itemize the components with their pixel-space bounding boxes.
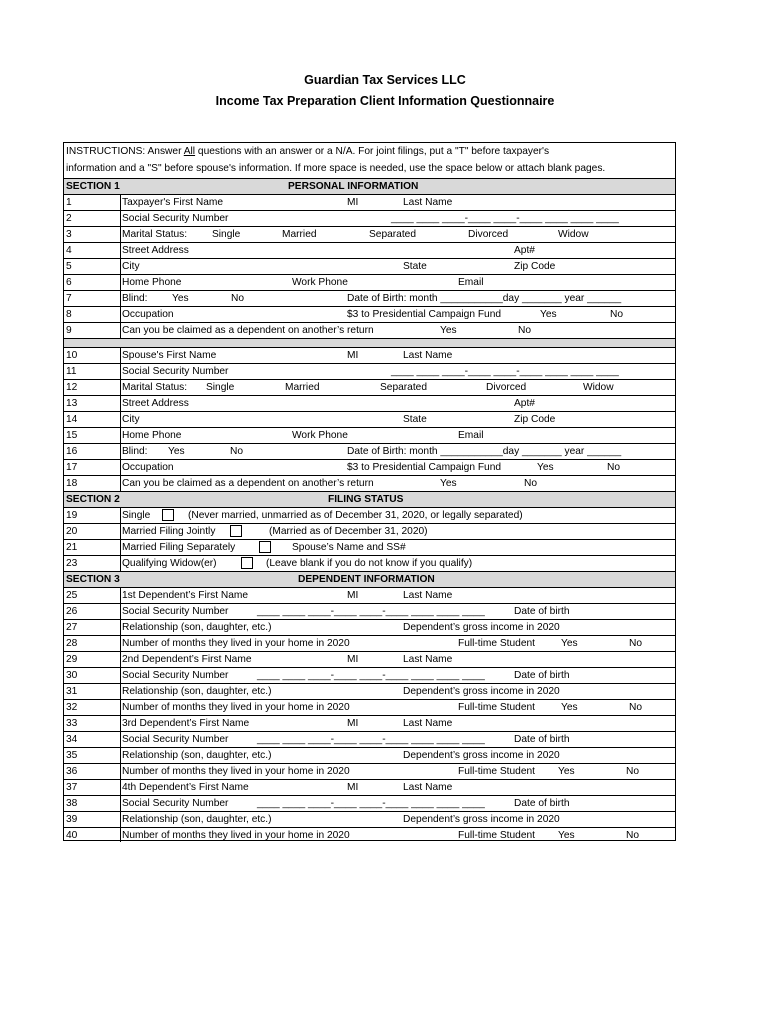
row-number: 15 [66,430,78,441]
row-number: 8 [66,309,72,320]
dependent-3-mi-field[interactable]: MI [347,718,359,729]
row-14 [64,411,675,427]
dependent-2-fulltime-yes-option[interactable]: Yes [561,702,578,713]
spouse-dependent-yes-option[interactable]: Yes [440,478,457,489]
spouse-work-phone-field[interactable]: Work Phone [292,430,348,441]
spouse-marital-divorced-option[interactable]: Divorced [486,382,527,393]
spouse-date-of-birth-field[interactable]: Date of Birth: month ___________day _______ year ______ [347,446,622,457]
company-name: Guardian Tax Services LLC [304,73,466,87]
row-20 [64,523,675,539]
dependent-4-relationship-field[interactable]: Relationship (son, daughter, etc.) [122,814,272,825]
spouse-campaign-yes-option[interactable]: Yes [537,462,554,473]
row-15 [64,427,675,443]
spouse-email-field[interactable]: Email [458,430,484,441]
dependent-4-ssn-field[interactable]: ____ ____ ____-____ ____-____ ____ ____ ____ [257,798,485,809]
dependent-2-gross-income-field[interactable]: Dependent’s gross income in 2020 [403,686,560,697]
marital-separated-option[interactable]: Separated [369,229,417,240]
zip-code-field[interactable]: Zip Code [514,261,556,272]
row-number: 38 [66,798,78,809]
dependent-1-months-field[interactable]: Number of months they lived in your home in 2020 [122,638,350,649]
marital-single-option[interactable]: Single [212,229,241,240]
row-12 [64,379,675,395]
spouse-ssn-label: Social Security Number [122,366,229,377]
row-number: 17 [66,462,78,473]
marital-widow-option[interactable]: Widow [558,229,589,240]
filing-mfj-label: Married Filing Jointly [122,526,216,537]
spouse-dependent-question-label: Can you be claimed as a dependent on another’s return [122,478,374,489]
section-title: DEPENDENT INFORMATION [298,574,435,585]
spouse-home-phone-field[interactable]: Home Phone [122,430,182,441]
dependent-3-first-name-field[interactable]: 3rd Dependent’s First Name [122,718,250,729]
dependent-4-gross-income-field[interactable]: Dependent’s gross income in 2020 [403,814,560,825]
row-40 [64,827,675,841]
row-19 [64,507,675,523]
spouse-first-name-field[interactable]: Spouse's First Name [122,350,217,361]
row-number: 33 [66,718,78,729]
spouse-street-address-field[interactable]: Street Address [122,398,189,409]
work-phone-field[interactable]: Work Phone [292,277,348,288]
marital-status-label: Marital Status: [122,229,188,240]
row-4 [64,242,675,258]
dependent-2-first-name-field[interactable]: 2nd Dependent’s First Name [122,654,252,665]
spouse-marital-single-option[interactable]: Single [206,382,235,393]
row-7 [64,290,675,306]
row-1 [64,194,675,210]
instructions-line-2: information and a "S" before spouse's information. If more space is needed, use the space below or attach blank pages. [66,163,606,174]
spouse-marital-married-option[interactable]: Married [285,382,320,393]
blind-label: Blind: [122,293,148,304]
row-number: 29 [66,654,78,665]
filing-single-checkbox[interactable] [162,509,174,521]
taxpayer-last-name-field[interactable]: Last Name [403,197,453,208]
dependent-2-ssn-field[interactable]: ____ ____ ____-____ ____-____ ____ ____ ____ [257,670,485,681]
marital-divorced-option[interactable]: Divorced [468,229,509,240]
row-number: 5 [66,261,72,272]
marital-married-option[interactable]: Married [282,229,317,240]
dependent-2-months-field[interactable]: Number of months they lived in your home in 2020 [122,702,350,713]
filing-qw-label: Qualifying Widow(er) [122,558,217,569]
row-number: 21 [66,542,78,553]
spouse-city-field[interactable]: City [122,414,140,425]
row-38 [64,795,675,811]
dependent-2-dob-field[interactable]: Date of birth [514,670,570,681]
row-number: 19 [66,510,78,521]
filing-qw-note: (Leave blank if you do not know if you qualify) [266,558,473,569]
dependent-4-first-name-field[interactable]: 4th Dependent’s First Name [122,782,249,793]
taxpayer-ssn-label: Social Security Number [122,213,229,224]
dependent-4-fulltime-no-option[interactable]: No [626,830,640,841]
spouse-state-field[interactable]: State [403,414,427,425]
section-1-header [64,178,675,194]
row-18 [64,475,675,491]
row-number: 9 [66,325,72,336]
home-phone-field[interactable]: Home Phone [122,277,182,288]
row-37 [64,779,675,795]
dependent-question-label: Can you be claimed as a dependent on another’s return [122,325,374,336]
row-number: 23 [66,558,78,569]
row-number: 25 [66,590,78,601]
occupation-field[interactable]: Occupation [122,309,174,320]
row-number: 40 [66,830,78,841]
row-17 [64,459,675,475]
row-3 [64,226,675,242]
spouse-campaign-no-option[interactable]: No [607,462,621,473]
row-number: 32 [66,702,78,713]
row-number: 35 [66,750,78,761]
row-number: 6 [66,277,72,288]
campaign-fund-label: $3 to Presidential Campaign Fund [347,309,502,320]
dependent-3-months-field[interactable]: Number of months they lived in your home in 2020 [122,766,350,777]
spouse-blind-no-option[interactable]: No [230,446,244,457]
city-field[interactable]: City [122,261,140,272]
row-number: 20 [66,526,78,537]
dependent-1-last-name-field[interactable]: Last Name [403,590,453,601]
blind-yes-option[interactable]: Yes [172,293,189,304]
row-11 [64,363,675,379]
section-2-header [64,491,675,507]
dependent-4-ssn-label: Social Security Number [122,798,229,809]
street-address-field[interactable]: Street Address [122,245,189,256]
filing-single-label: Single [122,510,151,521]
row-number: 31 [66,686,78,697]
row-8 [64,306,675,322]
row-28 [64,635,675,651]
dependent-1-fulltime-yes-option[interactable]: Yes [561,638,578,649]
row-number: 14 [66,414,78,425]
dependent-1-mi-field[interactable]: MI [347,590,359,601]
dependent-2-mi-field[interactable]: MI [347,654,359,665]
row-number: 13 [66,398,78,409]
filing-mfj-note: (Married as of December 31, 2020) [269,526,428,537]
row-number: 1 [66,197,72,208]
dependent-1-gross-income-field[interactable]: Dependent’s gross income in 2020 [403,622,560,633]
dependent-2-last-name-field[interactable]: Last Name [403,654,453,665]
row-26 [64,603,675,619]
row-29 [64,651,675,667]
row-9 [64,322,675,338]
row-33 [64,715,675,731]
dependent-1-ssn-field[interactable]: ____ ____ ____-____ ____-____ ____ ____ ____ [257,606,485,617]
dependent-3-fulltime-label: Full-time Student [458,766,536,777]
campaign-no-option[interactable]: No [610,309,624,320]
row-number: 2 [66,213,72,224]
spouse-blind-yes-option[interactable]: Yes [168,446,185,457]
spouse-campaign-fund-label: $3 to Presidential Campaign Fund [347,462,502,473]
section-label: SECTION 2 [66,494,120,505]
filing-mfj-checkbox[interactable] [230,525,242,537]
row-number: 16 [66,446,78,457]
form-title: Income Tax Preparation Client Information Questionnaire [215,94,555,108]
spouse-dependent-no-option[interactable]: No [524,478,538,489]
row-number: 39 [66,814,78,825]
campaign-yes-option[interactable]: Yes [540,309,557,320]
row-16 [64,443,675,459]
spouse-last-name-field[interactable]: Last Name [403,350,453,361]
dependent-no-option[interactable]: No [518,325,532,336]
spouse-marital-separated-option[interactable]: Separated [380,382,428,393]
row-32 [64,699,675,715]
blind-no-option[interactable]: No [231,293,245,304]
dependent-yes-option[interactable]: Yes [440,325,457,336]
row-number: 4 [66,245,72,256]
row-2 [64,210,675,226]
row-number: 10 [66,350,78,361]
spouse-ssn-field[interactable]: ____ ____ ____-____ ____-____ ____ ____ ____ [391,366,619,377]
dependent-4-months-field[interactable]: Number of months they lived in your home in 2020 [122,830,350,841]
row-21 [64,539,675,555]
section-spacer [64,338,675,347]
row-31 [64,683,675,699]
dependent-4-dob-field[interactable]: Date of birth [514,798,570,809]
dependent-3-gross-income-field[interactable]: Dependent’s gross income in 2020 [403,750,560,761]
dependent-1-dob-field[interactable]: Date of birth [514,606,570,617]
row-number: 30 [66,670,78,681]
row-number: 28 [66,638,78,649]
row-5 [64,258,675,274]
spouse-apt-field[interactable]: Apt# [514,398,535,409]
dependent-3-ssn-label: Social Security Number [122,734,229,745]
apt-field[interactable]: Apt# [514,245,535,256]
filing-mfs-label: Married Filing Separately [122,542,236,553]
dependent-3-fulltime-yes-option[interactable]: Yes [558,766,575,777]
dependent-1-first-name-field[interactable]: 1st Dependent’s First Name [122,590,249,601]
row-25 [64,587,675,603]
dependent-4-mi-field[interactable]: MI [347,782,359,793]
row-34 [64,731,675,747]
date-of-birth-field[interactable]: Date of Birth: month ___________day _______ year ______ [347,293,622,304]
dependent-4-last-name-field[interactable]: Last Name [403,782,453,793]
row-6 [64,274,675,290]
section-label: SECTION 1 [66,181,120,192]
state-field[interactable]: State [403,261,427,272]
dependent-3-fulltime-no-option[interactable]: No [626,766,640,777]
taxpayer-ssn-field[interactable]: ____ ____ ____-____ ____-____ ____ ____ ____ [391,213,619,224]
spouse-zip-code-field[interactable]: Zip Code [514,414,556,425]
email-field[interactable]: Email [458,277,484,288]
row-number: 34 [66,734,78,745]
dependent-3-relationship-field[interactable]: Relationship (son, daughter, etc.) [122,750,272,761]
dependent-2-relationship-field[interactable]: Relationship (son, daughter, etc.) [122,686,272,697]
spouse-marital-status-label: Marital Status: [122,382,188,393]
spouse-occupation-field[interactable]: Occupation [122,462,174,473]
dependent-3-dob-field[interactable]: Date of birth [514,734,570,745]
row-number: 36 [66,766,78,777]
section-3-header [64,571,675,587]
row-number: 3 [66,229,72,240]
taxpayer-mi-field[interactable]: MI [347,197,359,208]
instructions-line-1: INSTRUCTIONS: Answer All questions with an answer or a N/A. For joint filings, put a "T" before taxpayer's [66,146,550,157]
row-number: 27 [66,622,78,633]
dependent-4-fulltime-yes-option[interactable]: Yes [558,830,575,841]
row-36 [64,763,675,779]
row-23 [64,555,675,571]
dependent-2-fulltime-label: Full-time Student [458,702,536,713]
filing-qw-checkbox[interactable] [241,557,253,569]
row-39 [64,811,675,827]
row-13 [64,395,675,411]
dependent-1-fulltime-no-option[interactable]: No [629,638,643,649]
row-number: 7 [66,293,72,304]
row-10 [64,347,675,363]
filing-single-note: (Never married, unmarried as of December 31, 2020, or legally separated) [188,510,523,521]
questionnaire-form [63,142,676,841]
dependent-4-fulltime-label: Full-time Student [458,830,536,841]
dependent-3-last-name-field[interactable]: Last Name [403,718,453,729]
dependent-1-ssn-label: Social Security Number [122,606,229,617]
dependent-3-ssn-field[interactable]: ____ ____ ____-____ ____-____ ____ ____ ____ [257,734,485,745]
row-number: 26 [66,606,78,617]
row-number: 11 [66,366,77,377]
dependent-2-ssn-label: Social Security Number [122,670,229,681]
filing-mfs-spouse-field[interactable]: Spouse’s Name and SS# [292,542,406,553]
spouse-marital-widow-option[interactable]: Widow [583,382,614,393]
section-title: FILING STATUS [328,494,404,505]
row-30 [64,667,675,683]
filing-mfs-checkbox[interactable] [259,541,271,553]
taxpayer-first-name-field[interactable]: Taxpayer's First Name [122,197,224,208]
spouse-blind-label: Blind: [122,446,148,457]
dependent-1-fulltime-label: Full-time Student [458,638,536,649]
section-title: PERSONAL INFORMATION [288,181,419,192]
row-number: 18 [66,478,78,489]
spouse-mi-field[interactable]: MI [347,350,359,361]
dependent-1-relationship-field[interactable]: Relationship (son, daughter, etc.) [122,622,272,633]
section-label: SECTION 3 [66,574,120,585]
dependent-2-fulltime-no-option[interactable]: No [629,702,643,713]
row-35 [64,747,675,763]
row-27 [64,619,675,635]
row-number: 12 [66,382,78,393]
row-number: 37 [66,782,78,793]
